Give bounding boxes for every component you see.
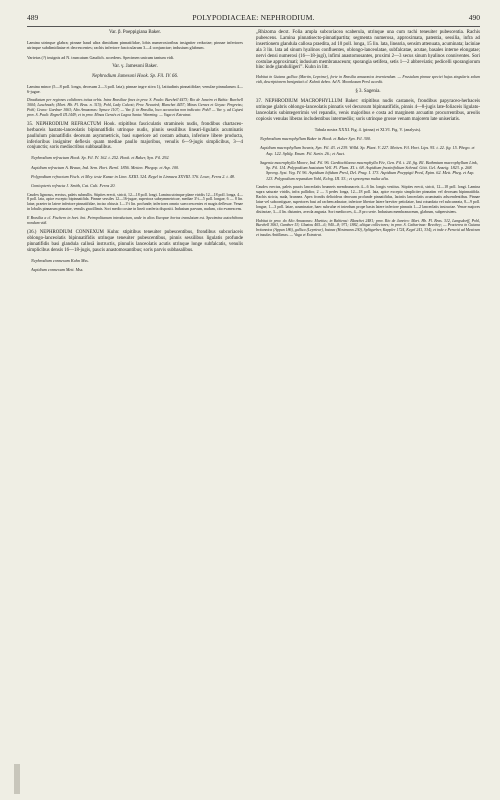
- archive-stamp: [14, 764, 20, 794]
- right-column-block: Aspidium macrophyllum Swartz, Syn. Fil. 43. et 239. Willd. Sp. Plant. V. 227. Metten. Fil. Hort. Lips. 95. t. 22. fig. 15. Phego. et Asp. 122. Spltlg. Enum. Fil. Surin. 26.; et Auct.: [260, 145, 475, 156]
- left-column-block: Caudex lignosus, erectus, paleis subnullis. Stipites erecti, stricti, 12—18 poll. longi. Lamina utrinque plane viridis 12—18 poll. longa, 4—8 poll. lata, apice excepto bipinnatifida. Pinnae sessiles 12—16-jugae, superiora subsymmetricae, mediae 3½—5 poll. longae, 6 — 8 lin. latae, praeter in latere inferiore pinnatifidae, inciso obtusis 1—1½ lin. profunde; inferiores omnio sueccrescentes et magis deflexae. Venae in lobulis pinnarum pinnatae, venulis gracillimis. Sori medio costae in lineā conferta dispositi. Indusium parvum, nudum, cito evanescens.: [27, 192, 243, 212]
- left-column-block: 35. NEPHRODIUM REFRACTUM Hook. stipitibus fasciculatis stramineis nudis, frondibus chartaceo-herbaceis hastato-lanceolatis bipinnatifidis utrinque nudis, pinnis sessilibus lineari-ligulatis acuminatis paullulum pinnatifidis deorsum asymmetricis, basi superiore ad costam adnata, inferiore libere producta, inferioribus insigniter deflexis quam mediae paullo majoribus, venulis 6—9-jugis simplicibus, 3—4 conjunctis; soris mediocribus subbasalibus.: [27, 121, 243, 151]
- right-column-block: Nephrodium macrophyllum Baker in Hook. et Baker Syn. Fil. 300.: [260, 135, 371, 141]
- left-column: [27, 30, 243, 276]
- running-title: POLYPODIACEAE: NEPHRODIUM.: [192, 13, 315, 22]
- left-column-block: Var. β. Poeppigiana Baker.: [109, 30, 161, 35]
- left-column-block: Var. γ. Jamesoni Baker.: [112, 63, 158, 69]
- left-column-block: Nephrodium refractum Hook. Sp. Fil. IV. 162. t. 252. Hook. et Baker, Syn. Fil. 292.: [31, 155, 170, 161]
- right-column-block: Sagenia macrophylla Moore, Ind. Fil. 96. Cardiochlaena macrophylla Fée, Gen. Fil. t. 24. fig. B1. Bathmium macrophyllum Link, Sp. Fil. 114. Polypodium hastatum Vell. Fl. Flum. XI. t. 68. Aspidium fraxinifolium Schrad. Gött. Gel. Anzeig. 1823. p. 268. Spreng. Syst. Veg. IV. 96. Aspidium bifidum Presl, Del. Prag. I. 173. Aspidium Poeppigii Presl, Epim. 62. Mett. Pheg. et Asp. 123. Polypodium repandum Vahl, Eclog. III. 53.; et synonyma multa alia.: [260, 159, 478, 181]
- right-column-block: Tabula nostra XXXI. Fig. 4. (pinna) et XLVI. Fig. V. (analysis).: [314, 126, 422, 132]
- right-column-block: 37. NEPHRODIUM MACROPHYLLUM Baker: stipitibus nudis castaneis, frondibus papyraceo-herbaceis utrinque glabris oblongo-lanceolatis pinnatis vel decursum bipinnatifidis, pinnis 4—8-jugis late-foliaceis ligulato-lanceolatis subintegerrimis vel repandis, venis majoribus e costa ad marginem arcuatim procurrentibus, areolis copiosis venulas liberas includentibus intermediis; soris utrinque grosse venam majorem late uniseriatis.: [256, 99, 480, 122]
- left-column-block: Aspidium connexum Mett. Mss.: [31, 266, 84, 272]
- right-column-block: Habitat in prov. do Alto Amazonas: Martius; in Bahiensi: Blanchet 2481; prov. Rio de Janeiro: Mart. Hb. Fl. Bras. 312, Langsdorff, Pohl, Burchell 3061, Gardner 53; Glaziou 405—6; 940—8; 971; 1882, aliique collectores; in prov. S. Catharinae: Beechey; — Practerea in Guiana britannica (Appun 186), gallica (Leprieur), batava (Hostmann 230), Splitgerber, Kappler 1724, Kegel 241, 334), et inde e Peruviá ad Mexicum et insulas Antillanas. — Vaga et Extratrat.: [256, 218, 480, 238]
- right-column-block: § 3. Sagenia.: [355, 89, 381, 95]
- right-column-block: Habitat in Guiana gallica (Martin, Leprieur), forte in Brasilia amazonica inveniendum. — Frustulum pinnae speciei hujus singularis solum vidi, descriptionem benignitati cl. Kuhnii debeo. Ad N. Moonkosum Presl accedit.: [256, 75, 480, 85]
- left-column-block: Nephrodium connexum Kuhn Mss.: [31, 257, 89, 263]
- page-number-right: 490: [468, 13, 480, 22]
- header-rule: [27, 26, 480, 27]
- left-column-block: Goniopteris refracta J. Smith, Cat. Cult. Ferns 20.: [31, 183, 116, 189]
- left-column-block: Lamina utrinque glabra; pinnae haud ultra dimidiam pinnatifidae, lobis numerosioribus insigniter reductae; pinnae inferiores utrinque subdimidiatae et decrescentes; rachis inferiore fascicularum 3—4 conjunctae; indusium glabrum.: [27, 39, 243, 51]
- page-header: [27, 13, 480, 25]
- left-column-block: Varietas (?) insignis ad N. truncatum Gaudich. accedens. Specimen unicum tantum vidi.: [27, 54, 175, 60]
- right-column-block: Caudex erectus, paleis paucis lanceolatis brunneis membranaceis 4—6 lin. longis vestitus. Stipites erecti, stricti, 12—18 poll. longi. Lamina supra saturate viridis, infra pallidior, 2 — 3 pedes longa, 12—18 poll. lata, apice excepto simpliciter pinnatim vel deorsum bipinnatifida. Rachis stricta, nuda, brunnea. Apex frondis deltoideus deorsum profunde pinnatifidus, laciniis lanceolatis acuminatis adscendentibus. Pinnae latae vel subcontiguae, superiores basi ad rachem adnatae, inferiore libertae latere breviter petiolatae, basi rotundata vel subcuneata, 8—9 poll. longae, 1—3 poll. latae, acuminatae, haec subrufae et interdum prope basin latere inferiore pinnatis 1—2 lanceolatis instructae. Venae majores distinctae, 3—4 lin. distantes, aveola angusta. Sori mediocres, 4—8 pro serie. Indusium membranaceum, glabrum, subpersistens.: [256, 185, 480, 214]
- left-column-block: Diradiatum per regiones calidiores totius orbis. Intra Brasiliae fines in prov. S. Paulo: Burchell 4473; Rio de Janeiro et Bahia: Burchell 3004; Luschnath; (Mart. Hb. Fl. Bras. n. 315); Pohl, Lady Calcott; Prov. Neuwied; Blanchet 4457; Minas Geraes et Goyaz: Pergreiss; Pohl; Ceara: Gardner 1063; Alto Amazonas: Spruce 1107; — Var. β. in Brasilia, loco accuratius non indicato: Pohl! — Var. γ. ad Cujurú prov. S. Pauli: Regnell III.1449; et in prov. Minas Geraës et Lagoa Santa: Warming. — Vaga et Extratrat.: [27, 98, 243, 117]
- page-number-left: 489: [27, 13, 39, 22]
- right-column-block: „Rhizoma decst. Folia ampla subcoriacea scaberula, utrinque una cum rachi teneuiter pubescentia. Rachis pubescens. Lamina pinnatisecto-pinnatipartita; segmenta numerosa, approximata, patentia, sessilia, infra ad insertionem glandula callosa praedita, ad 10 poll. longa, 15 lin. lata, linearia, sensim attenuata, acuminata; laciniae ala 3 lin. lata ad sinum hyalinos confluentes, oblongo-lanceolatae, subfalcatae, acutae, basales interne elongatae; nervi densi numerosi (16—18-jugi), infimi anastomosantes, proximi 2—3 secus sinum hyalinos conniventes. Sori costulae approximati; indusium membranaceum; sporangia setifera, setis 1—2 abbreviatis; pedicelli sporangiorum hinc inde glanduliigeri”. Kuhn in litt.: [256, 30, 480, 71]
- left-column-block: Aspidium refractum A. Braun, Ind. Sem. Hort. Berol. 1856. Metten. Phegop. et Asp. 100.: [31, 164, 180, 170]
- left-column-block: (36.) NEPHRODIUM CONNEXUM Kuhn: stipitibus teneuiter pubescentibus, frondibus subcoriaceis oblongo-lanceolatis bipinnatifidis utrinque teneuiter pubescentibus, pinnis sessilibus ligulatis profunde pinnatifidis basi glandula callosā instructis, pinnulis lanceolatis acutis utrinque longe subfalcatis, venulis simplicibus densis 16—18-jugis, paucis anastomosantibus; soris parvis subbasalibus.: [27, 229, 243, 253]
- right-column: [256, 30, 480, 242]
- left-column-block: Lamina minor (5—8 poll. longa, deorsum 2—3 poll. lata); pinnae ingre stiva 1), latitudinis pinnatifidae; venulae pinnularum 4—6-jugae.: [27, 83, 243, 94]
- left-column-block: E Brasilia a cl. Fischero in hort. bot. Petropolitanum introductum, unde in alios Europae hortos translatum est. Specimina autochthona nondum vidi.: [27, 216, 243, 226]
- left-column-block: Polypodium refractum Fisch. et Mey. teste Kunze in Linn. XXIII. 324. Regel in Linnaea XXVIII. 376. Lowe, Ferns 2. t. 48.: [31, 173, 235, 179]
- left-column-block: Nephrodium Jamesoni Hook. Sp. Fil. IV. 66.: [91, 73, 179, 79]
